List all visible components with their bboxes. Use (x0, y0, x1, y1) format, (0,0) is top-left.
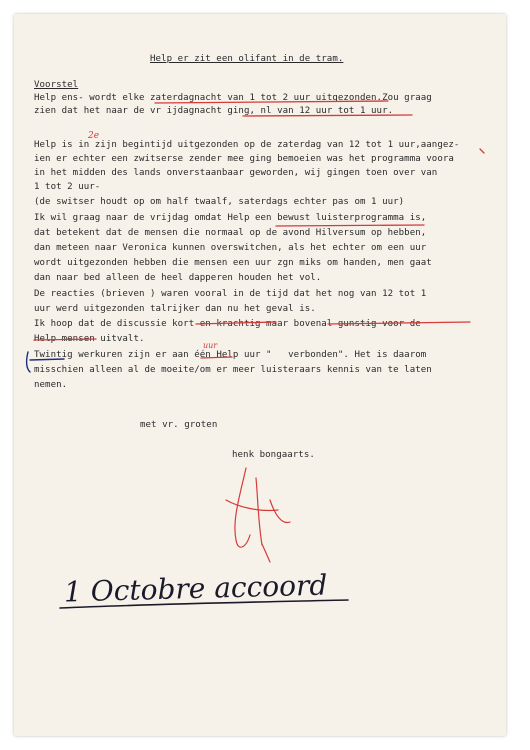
text-line: Ik hoop dat de discussie kort en krachtig maar bovenal gunstig voor de (34, 319, 421, 329)
text-line: ien er echter een zwitserse zender mee ging bemoeien was het programma voora (34, 154, 454, 164)
document-title: Help er zit een olifant in de tram. (150, 54, 344, 64)
signature-scrawl (226, 468, 290, 562)
sender-name: henk bongaarts. (232, 450, 315, 460)
text-line: misschien alleen al de moeite/om er meer luisteraars kennis van te laten (34, 365, 432, 375)
text-line: Twintig werkuren zijn er aan één Help uur " verbonden". Het is daarom (34, 350, 427, 360)
text-line: De reacties (brieven ) waren vooral in de tijd dat het nog van 12 tot 1 (34, 289, 427, 299)
text-line: nemen. (34, 380, 68, 390)
text-line: Help ens- wordt elke zaterdagnacht van 1 tot 2 uur uitgezonden.Zou graag (34, 93, 432, 103)
text-line: dan naar bed alleen de heel dapperen houden het vol. (34, 273, 322, 283)
text-line: uur werd uitgezonden talrijker dan nu het geval is. (34, 304, 316, 314)
section-heading: Voorstel (34, 80, 79, 90)
red-pencil-underlines (34, 101, 484, 358)
text-line: (de switser houdt op om half twaalf, saterdags echter pas om 1 uur) (34, 197, 405, 207)
text-line: 1 tot 2 uur- (34, 182, 101, 192)
closing-greeting: met vr. groten (140, 420, 218, 430)
text-line: Ik wil graag naar de vrijdag omdat Help een bewust luisterprogramma is, (34, 213, 427, 223)
text-line: wordt uitgezonden hebben die mensen een uur zgn miks om handen, men gaat (34, 258, 432, 268)
margin-annotation: 2e (88, 131, 100, 141)
inserted-word: uur (203, 341, 218, 350)
text-line: Help mensen uitvalt. (34, 334, 145, 344)
text-line: zien dat het naar de vr ijdagnacht ging, nl van 12 uur tot 1 uur. (34, 106, 394, 116)
blue-ink-marks (27, 352, 64, 372)
text-line: Help is in zijn begintijd uitgezonden op de zaterdag van 12 tot 1 uur,aangez- (34, 140, 460, 150)
text-line: dat betekent dat de mensen die normaal op de avond Hilversum op hebben, (34, 228, 427, 238)
handwritten-note: 1 Octobre accoord (63, 568, 328, 609)
text-line: dan meteen naar Veronica kunnen overswitchen, als het echter om een uur (34, 243, 427, 253)
text-line: in het midden des lands onverstaanbaar geworden, wij gingen toen over van (34, 168, 438, 178)
